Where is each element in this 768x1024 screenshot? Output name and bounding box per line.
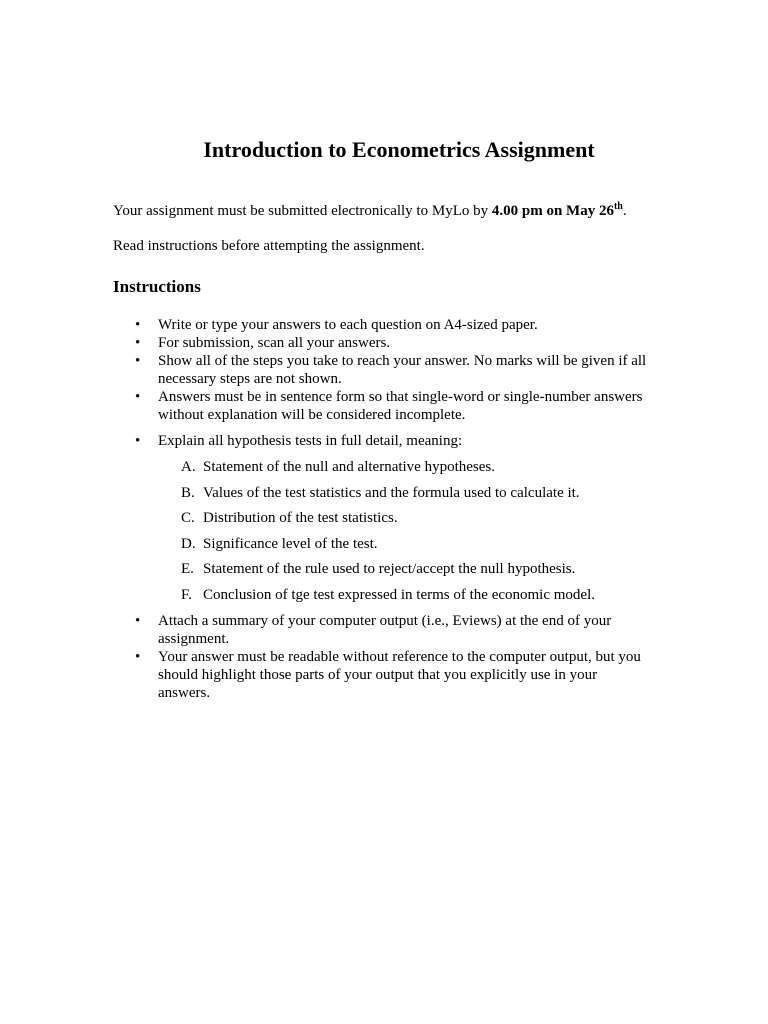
instruction-item [0, 334, 648, 352]
step-text: Significance level of the test. [203, 535, 378, 552]
step-text: Statement of the null and alternative hypotheses. [203, 459, 496, 475]
bullet-icon: • [135, 648, 141, 665]
instruction-text: Your answer must be readable without reference to the computer output, but you should highlight those parts of your output that you explicitly use in your answers. [158, 648, 641, 701]
instruction-item [0, 316, 648, 334]
step-text: Statement of the rule used to reject/accept the null hypothesis. [203, 561, 576, 578]
bullet-icon: • [135, 353, 141, 369]
step-letter: A. [181, 459, 196, 475]
hypothesis-step [158, 458, 648, 476]
hypothesis-step [158, 560, 648, 578]
read-instructions-note: Read instructions before attempting the assignment. [113, 238, 425, 254]
bullet-icon: • [135, 612, 141, 629]
instruction-text: Attach a summary of your computer output (i.e., Eviews) at the end of your assignment. [158, 612, 612, 647]
bullet-icon: • [135, 317, 141, 333]
hypothesis-step [158, 535, 648, 553]
deadline-superscript: th [613, 201, 623, 212]
submission-suffix: . [622, 203, 627, 219]
submission-deadline [492, 203, 623, 219]
step-letter: C. [181, 510, 195, 527]
instructions-heading: Instructions [113, 277, 201, 296]
bullet-icon: • [135, 389, 141, 405]
instruction-item [0, 352, 648, 388]
instruction-text: Write or type your answers to each question on A4-sized paper. [158, 317, 538, 333]
submission-prefix: Your assignment must be submitted electronically to MyLo by [113, 203, 492, 219]
instruction-text: Explain all hypothesis tests in full detail, meaning: [158, 433, 463, 449]
bullet-icon: • [135, 433, 141, 449]
hypothesis-step [158, 586, 648, 604]
step-letter: F. [181, 586, 192, 603]
instruction-item [0, 612, 648, 648]
submission-paragraph [113, 202, 627, 220]
instruction-item-hypothesis [0, 432, 648, 604]
instruction-item [0, 648, 648, 702]
instruction-text: For submission, scan all your answers. [158, 335, 391, 351]
instruction-text: Show all of the steps you take to reach your answer. No marks will be given if all necessary steps are not shown. [158, 353, 647, 387]
document-title: Introduction to Econometrics Assignment [203, 137, 595, 162]
step-text: Conclusion of tge test expressed in terms of the economic model. [203, 586, 595, 603]
instruction-text: Answers must be in sentence form so that single-word or single-number answers without explanation will be considered incomplete. [158, 389, 643, 423]
step-letter: E. [181, 561, 194, 578]
step-text: Distribution of the test statistics. [203, 510, 398, 527]
hypothesis-steps-list [158, 458, 648, 604]
instructions-list [0, 316, 768, 702]
hypothesis-step [158, 484, 648, 502]
hypothesis-step [158, 509, 648, 527]
step-letter: B. [181, 484, 195, 501]
bullet-icon: • [135, 335, 141, 351]
step-letter: D. [181, 535, 196, 552]
step-text: Values of the test statistics and the formula used to calculate it. [203, 484, 580, 501]
instruction-item [0, 388, 648, 424]
deadline-text: 4.00 pm on May 26 [491, 203, 614, 219]
